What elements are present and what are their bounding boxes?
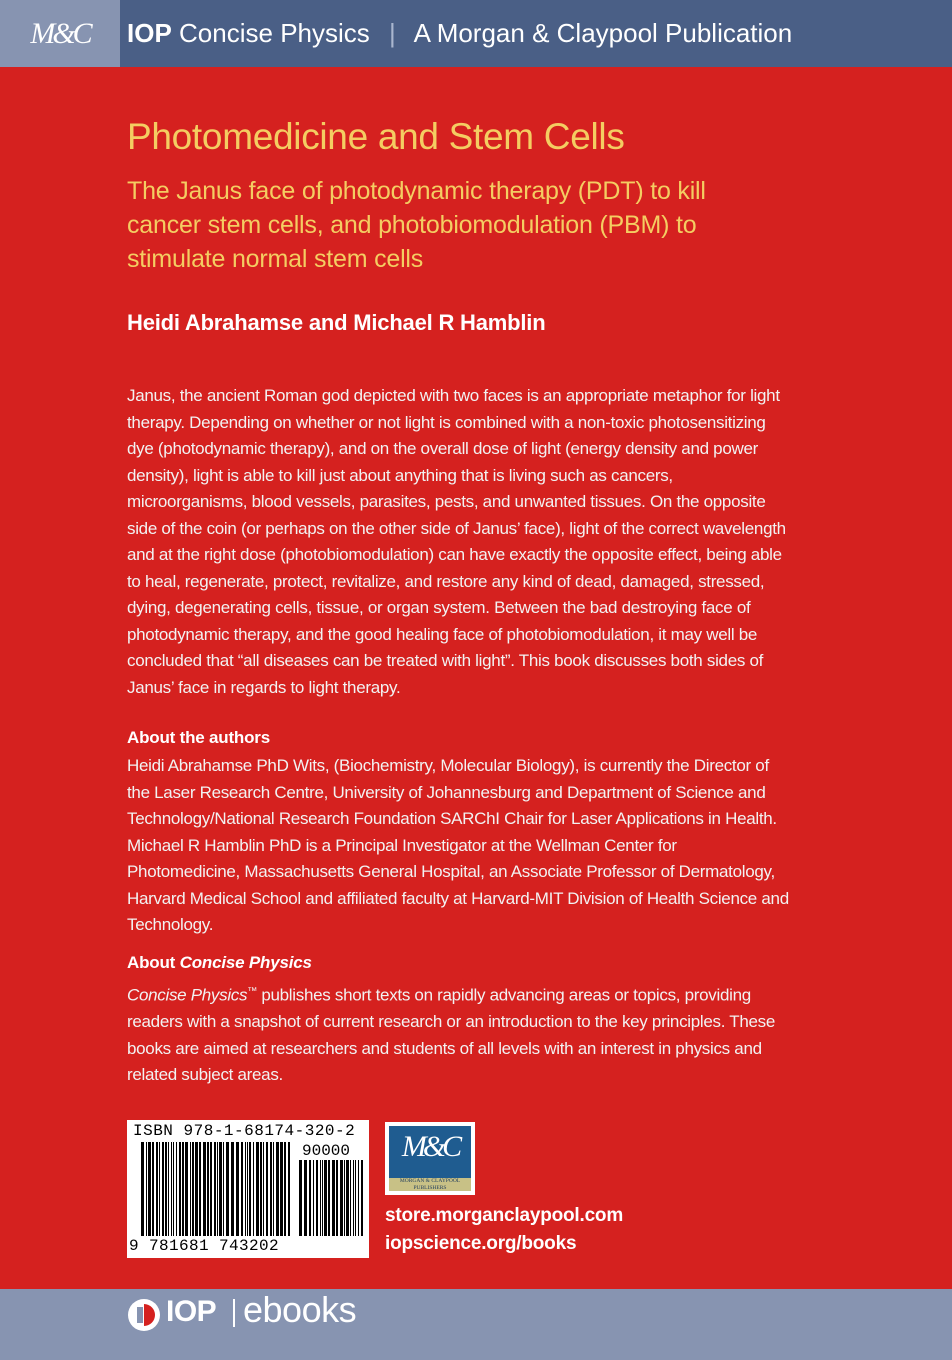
barcode-bar — [146, 1142, 147, 1236]
book-subtitle: The Janus face of photodynamic therapy (PDT) to kill cancer stem cells, and photobiomodulation (PBM) to stimulate normal stem cells — [127, 177, 706, 273]
barcode-bar — [192, 1142, 194, 1236]
iop-brand: IOP — [127, 18, 172, 48]
about-series-body — [127, 979, 792, 1089]
about-series-heading-name: Concise Physics — [179, 953, 312, 972]
barcode-bar — [190, 1142, 191, 1236]
series-name-inline: Concise Physics — [127, 985, 248, 1005]
book-authors: Heidi Abrahamse and Michael R Hamblin — [127, 310, 546, 335]
barcode-bar — [344, 1160, 345, 1236]
barcode-addon-bars-icon — [299, 1160, 363, 1236]
barcode-bar — [361, 1160, 363, 1236]
book-blurb: Janus, the ancient Roman god depicted with two faces is an appropriate metaphor for light therapy. Depending on whether or not light is combined with a non-toxic photosensitizing dye (photodynamic therapy), and on the overall dose of light (energy density and power density), light is able to kill just about anything that is living such as cancers, microorganisms, blood vessels, parasites, pests, and unwanted tissues. On the opposite side of the coin (or perhaps on the other side of Janus’ face), light of the correct wavelength and at the right dose (photobiomodulation) can have exactly the opposite effect, being able to heal, regenerate, protect, revitalize, and restore any kind of dead, damaged, stressed, dying, degenerating cells, tissue, or organ system. Between the bad destroying face of photodynamic therapy, and the good healing face of photobiomodulation, it may well be concluded that “all diseases can be treated with light”. This book discusses both sides of Janus’ face in regards to light therapy. — [127, 386, 786, 697]
series-name: Concise Physics — [179, 18, 370, 48]
barcode-bar — [168, 1142, 169, 1236]
barcode-bar — [207, 1142, 209, 1236]
header-divider: | — [389, 18, 396, 48]
barcode-bar — [299, 1160, 302, 1236]
barcode-bar — [346, 1160, 349, 1236]
barcode-bar — [253, 1142, 254, 1236]
barcode-bar — [270, 1142, 272, 1236]
barcode-bar — [288, 1142, 290, 1236]
about-authors-heading: About the authors — [127, 728, 270, 747]
barcode-bar — [156, 1142, 158, 1236]
barcode-bar — [141, 1142, 144, 1236]
barcode-bar — [152, 1142, 154, 1236]
series-banner — [127, 0, 792, 67]
barcode-bar — [214, 1142, 216, 1236]
about-series-heading-prefix: About — [127, 953, 180, 972]
about-series-text: publishes short texts on rapidly advancing areas or topics, providing readers with a snapshot of current research or an introduction to the key principles. These books are aimed at researchers and students of all levels with an interest in physics and related subject areas. — [127, 985, 776, 1085]
barcode-bars-icon — [141, 1142, 291, 1236]
barcode-bar — [322, 1160, 323, 1236]
barcode-bar — [260, 1142, 262, 1236]
publisher-logo-band-line1: MORGAN & CLAYPOOL — [399, 1178, 461, 1184]
barcode-bar — [256, 1142, 259, 1236]
publisher-logo-band-line2: PUBLISHERS — [413, 1184, 447, 1191]
footer-iop-brand: IOP — [166, 1295, 217, 1328]
about-authors-body: Heidi Abrahamse PhD Wits, (Biochemistry, Molecular Biology), is currently the Director of the Laser Research Centre, University of Johannesburg and Department of Science and Technology/National Research Foundation SARChI Chair for Laser Applications in Health. Michael R Hamblin PhD is a Principal Investigator at the Wellman Center for Photomedicine, Massachusetts General Hospital, an Associate Professor of Dermatology, Harvard Medical School and affiliated faculty at Harvard-MIT Division of Health Science and Technology. — [127, 756, 789, 934]
barcode-bar — [223, 1142, 224, 1236]
publisher-logo-tile — [389, 1126, 471, 1191]
iopscience-link[interactable]: iopscience.org/books — [385, 1233, 577, 1254]
barcode-bar — [226, 1142, 229, 1236]
barcode-bar — [355, 1160, 356, 1236]
header-bar — [0, 0, 952, 67]
barcode-bar — [179, 1142, 181, 1236]
isbn-barcode — [127, 1120, 369, 1258]
barcode-bar — [199, 1142, 201, 1236]
footer-ebooks: ebooks — [243, 1289, 357, 1330]
barcode-bar — [249, 1142, 251, 1236]
mc-logo — [0, 0, 120, 67]
footer-divider — [233, 1299, 235, 1327]
barcode-bar — [336, 1160, 338, 1236]
barcode-bar — [247, 1142, 248, 1236]
barcode-bar — [340, 1160, 343, 1236]
barcode-bar — [176, 1142, 177, 1236]
publisher-name: A Morgan & Claypool Publication — [413, 18, 793, 48]
barcode-bar — [236, 1142, 239, 1236]
ean-digits: 9 781681 743202 — [129, 1237, 280, 1255]
barcode-bar — [266, 1142, 268, 1236]
barcode-bar — [173, 1142, 174, 1236]
iop-logo-icon — [127, 1298, 161, 1332]
barcode-bar — [276, 1142, 279, 1236]
barcode-bar — [280, 1142, 283, 1236]
book-title: Photomedicine and Stem Cells — [127, 116, 625, 157]
barcode-bar — [284, 1142, 286, 1236]
barcode-bar — [263, 1142, 264, 1236]
barcode-bar — [309, 1160, 311, 1236]
barcode-bar — [182, 1142, 184, 1236]
barcode-bar — [353, 1160, 354, 1236]
barcode-bar — [358, 1160, 359, 1236]
store-link[interactable]: store.morganclaypool.com — [385, 1205, 624, 1226]
barcode-bar — [148, 1142, 151, 1236]
barcode-bar — [328, 1160, 330, 1236]
barcode-bar — [304, 1160, 307, 1236]
barcode-bar — [245, 1142, 246, 1236]
publisher-logo-mark: M&C — [401, 1130, 459, 1163]
isbn-number: ISBN 978-1-68174-320-2 — [133, 1122, 356, 1140]
about-series-heading — [127, 953, 312, 973]
barcode-bar — [273, 1142, 274, 1236]
mc-logo-mark: M&C — [30, 16, 90, 50]
barcode-bar — [241, 1142, 243, 1236]
barcode-bar — [217, 1142, 218, 1236]
barcode-bar — [185, 1142, 188, 1236]
barcode-bar — [162, 1142, 164, 1236]
barcode-bar — [332, 1160, 335, 1236]
barcode-bar — [320, 1160, 321, 1236]
morgan-claypool-logo — [385, 1122, 475, 1195]
trademark-symbol: ™ — [247, 986, 257, 997]
barcode-bar — [316, 1160, 318, 1236]
barcode-bar — [313, 1160, 314, 1236]
barcode-bar — [159, 1142, 160, 1236]
publisher-logo-band — [389, 1178, 471, 1191]
barcode-bar — [165, 1142, 167, 1236]
barcode-bar — [210, 1142, 212, 1236]
barcode-bar — [203, 1142, 206, 1236]
barcode-bar — [195, 1142, 198, 1236]
barcode-bar — [324, 1160, 327, 1236]
barcode-bar — [219, 1142, 222, 1236]
barcode-bar — [350, 1160, 351, 1236]
barcode-bar — [231, 1142, 234, 1236]
barcode-bar — [171, 1142, 172, 1236]
price-code: 90000 — [302, 1142, 351, 1160]
